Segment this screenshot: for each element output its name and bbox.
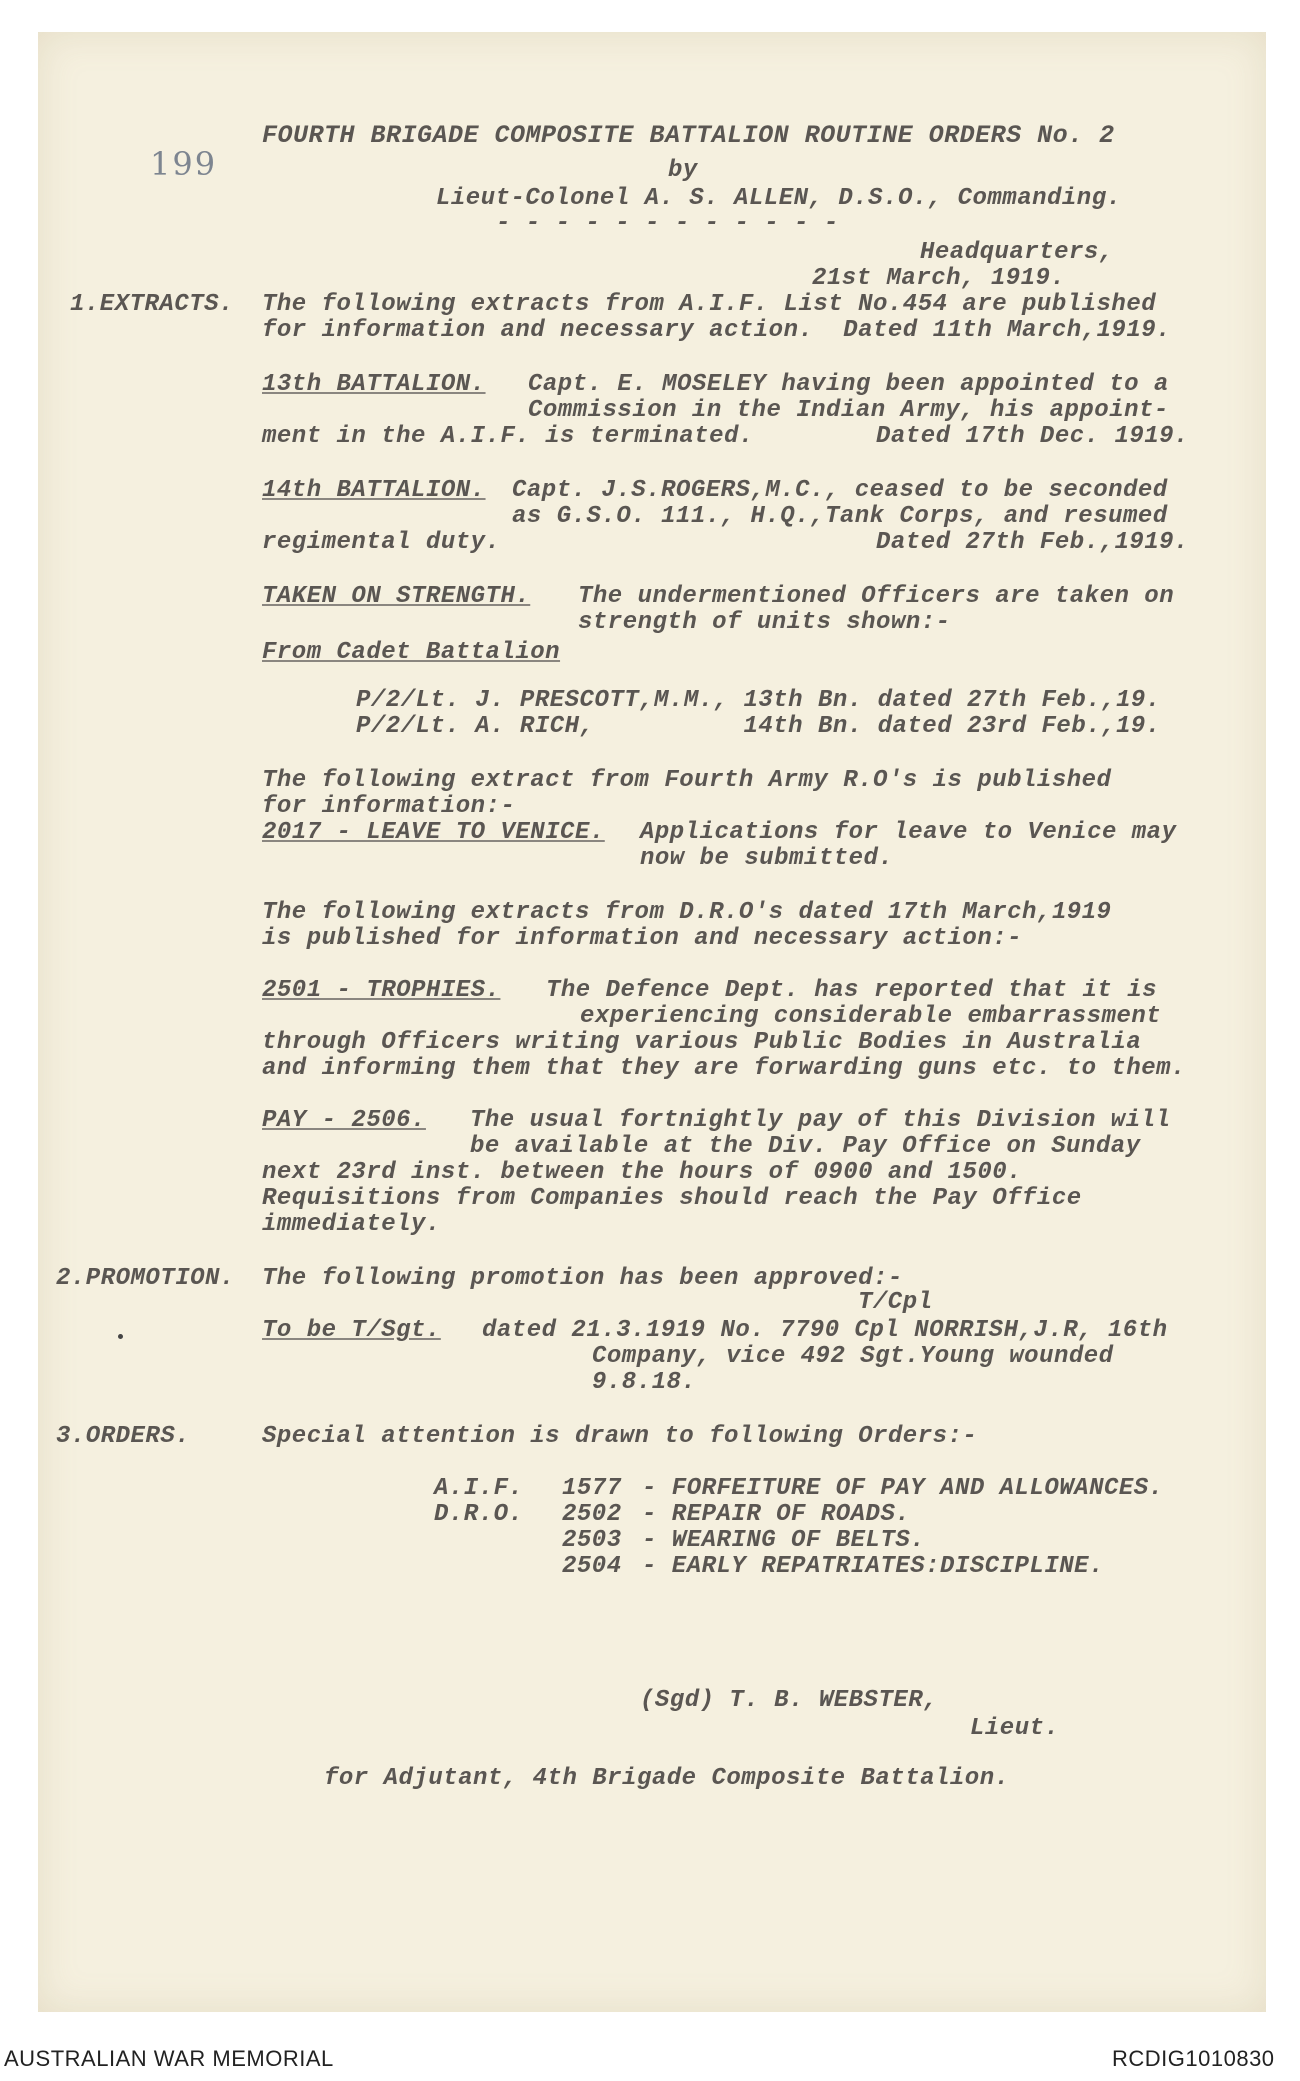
- footer-record-id: RCDIG1010830: [1112, 2046, 1275, 2071]
- subheading-cadet-battalion: From Cadet Battalion: [262, 639, 561, 666]
- paragraph-line: The following extract from Fourth Army R.O's is published: [262, 767, 1112, 794]
- section-2-label: 2.PROMOTION.: [56, 1265, 235, 1292]
- paragraph-line: experiencing considerable embarrassment: [580, 1003, 1162, 1030]
- order-number: 2503: [562, 1527, 622, 1554]
- paragraph-line: 9.8.18.: [592, 1369, 697, 1396]
- heading-14th-battalion: 14th BATTALION.: [262, 477, 486, 504]
- paragraph-line: Applications for leave to Venice may: [640, 819, 1177, 846]
- order-title: - EARLY REPATRIATES:DISCIPLINE.: [642, 1553, 1104, 1580]
- hq-date: 21st March, 1919.: [812, 265, 1066, 292]
- paragraph-line: dated 21.3.1919 No. 7790 Cpl NORRISH,J.R, 16th: [482, 1317, 1168, 1344]
- order-source: D.R.O.: [434, 1501, 524, 1528]
- order-title: - WEARING OF BELTS.: [642, 1527, 926, 1554]
- paragraph-line: ment in the A.I.F. is terminated.: [262, 423, 754, 450]
- paragraph-line: The following extracts from D.R.O's dated 17th March,1919: [262, 899, 1112, 926]
- page-number: 199: [150, 145, 218, 183]
- paragraph-line: for information:-: [262, 793, 516, 820]
- paragraph-line: as G.S.O. 111., H.Q.,Tank Corps, and resumed: [512, 503, 1168, 530]
- punch-mark: [118, 1334, 123, 1339]
- commander-line: Lieut-Colonel A. S. ALLEN, D.S.O., Commanding.: [436, 185, 1122, 212]
- paragraph-line: Commission in the Indian Army, his appoint-: [528, 397, 1169, 424]
- strength-row: P/2/Lt. A. RICH, 14th Bn. dated 23rd Feb.,19.: [356, 713, 1161, 740]
- signature-line: (Sgd) T. B. WEBSTER,: [640, 1687, 939, 1714]
- signature-rank: Lieut.: [970, 1715, 1060, 1742]
- order-number: 2502: [562, 1501, 622, 1528]
- order-number: 1577: [562, 1475, 622, 1502]
- heading-leave-to-venice: 2017 - LEAVE TO VENICE.: [262, 819, 605, 846]
- paragraph-line: now be submitted.: [640, 845, 894, 872]
- paragraph-line: Special attention is drawn to following Orders:-: [262, 1423, 978, 1450]
- title-rule: - - - - - - - - - - - -: [496, 210, 839, 237]
- paragraph-line: through Officers writing various Public Bodies in Australia: [262, 1029, 1142, 1056]
- paragraph-line: and informing them that they are forwarding guns etc. to them.: [262, 1055, 1186, 1082]
- order-source: A.I.F.: [434, 1475, 524, 1502]
- document-title: FOURTH BRIGADE COMPOSITE BATTALION ROUTINE ORDERS No. 2: [262, 121, 1115, 150]
- strength-row: P/2/Lt. J. PRESCOTT,M.M., 13th Bn. dated 27th Feb.,19.: [356, 687, 1161, 714]
- heading-pay: PAY - 2506.: [262, 1107, 426, 1134]
- heading-trophies: 2501 - TROPHIES.: [262, 977, 501, 1004]
- section-1-line: for information and necessary action. Dated 11th March,1919.: [262, 317, 1172, 344]
- title-by: by: [668, 157, 698, 184]
- heading-to-be-sgt: To be T/Sgt.: [262, 1317, 441, 1344]
- paragraph-line: immediately.: [262, 1211, 441, 1238]
- paragraph-line: The undermentioned Officers are taken on: [578, 583, 1175, 610]
- heading-13th-battalion: 13th BATTALION.: [262, 371, 486, 398]
- section-1-label: 1.EXTRACTS.: [70, 291, 234, 318]
- paragraph-line: Capt. E. MOSELEY having been appointed to a: [528, 371, 1169, 398]
- paragraph-line: is published for information and necessary action:-: [262, 925, 1023, 952]
- paragraph-line: The Defence Dept. has reported that it is: [546, 977, 1157, 1004]
- section-3-label: 3.ORDERS.: [56, 1423, 191, 1450]
- paragraph-line: next 23rd inst. between the hours of 0900 and 1500.: [262, 1159, 1023, 1186]
- paragraph-line: The usual fortnightly pay of this Division will: [470, 1107, 1171, 1134]
- heading-taken-on-strength: TAKEN ON STRENGTH.: [262, 583, 531, 610]
- paragraph-line: be available at the Div. Pay Office on Sunday: [470, 1133, 1141, 1160]
- footer-archive-name: AUSTRALIAN WAR MEMORIAL: [4, 2046, 334, 2071]
- signature-for: for Adjutant, 4th Brigade Composite Battalion.: [324, 1765, 1010, 1792]
- paragraph-line: Capt. J.S.ROGERS,M.C., ceased to be seconded: [512, 477, 1168, 504]
- paragraph-date: Dated 27th Feb.,1919.: [876, 529, 1189, 556]
- paragraph-line: The following promotion has been approved:-: [262, 1265, 903, 1292]
- hq-place: Headquarters,: [920, 239, 1114, 266]
- paragraph-line: regimental duty.: [262, 529, 501, 556]
- paragraph-line: strength of units shown:-: [578, 609, 951, 636]
- handwritten-insert: T/Cpl: [858, 1289, 933, 1316]
- paragraph-date: Dated 17th Dec. 1919.: [876, 423, 1189, 450]
- paragraph-line: Requisitions from Companies should reach the Pay Office: [262, 1185, 1082, 1212]
- paragraph-line: Company, vice 492 Sgt.Young wounded: [592, 1343, 1114, 1370]
- section-1-line: The following extracts from A.I.F. List No.454 are published: [262, 291, 1157, 318]
- order-title: - REPAIR OF ROADS.: [642, 1501, 911, 1528]
- order-number: 2504: [562, 1553, 622, 1580]
- order-title: - FORFEITURE OF PAY AND ALLOWANCES.: [642, 1475, 1164, 1502]
